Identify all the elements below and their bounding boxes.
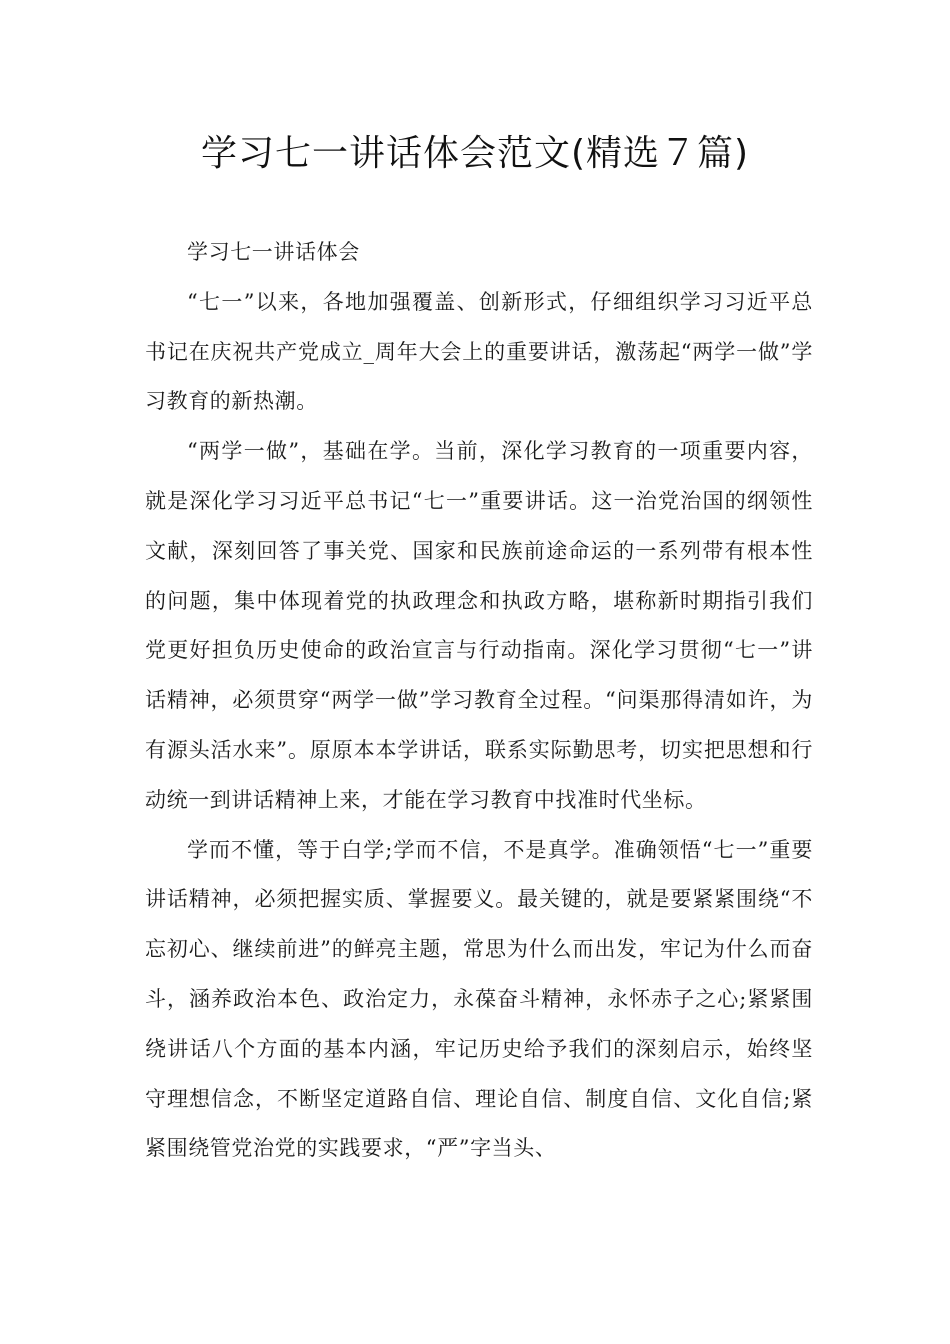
- paragraph: “两学一做”，基础在学。当前，深化学习教育的一项重要内容，就是深化学习习近平总书记“七一”重要讲话。这一治党治国的纲领性文献，深刻回答了事关党、国家和民族前途命运的一系列带有根本性的问题，集中体现着党的执政理念和执政方略，堪称新时期指引我们党更好担负历史使命的政治宣言与行动指南。深化学习贯彻“七一”讲话精神，必须贯穿“两学一做”学习教育全过程。“问渠那得清如许，为有源头活水来”。原原本本学讲话，联系实际勤思考，切实把思想和行动统一到讲话精神上来，才能在学习教育中找准时代坐标。: [145, 439, 813, 812]
- document-body: [145, 228, 813, 1174]
- document-subtitle: 学习七一讲话体会: [187, 240, 360, 264]
- document-title: 学习七一讲话体会范文(精选７篇): [200, 133, 750, 174]
- paragraph: “七一”以来，各地加强覆盖、创新形式，仔细组织学习习近平总书记在庆祝共产党成立_周年大会上的重要讲话，激荡起“两学一做”学习教育的新热潮。: [145, 289, 813, 414]
- paragraph: 学而不懂，等于白学;学而不信，不是真学。准确领悟“七一”重要讲话精神，必须把握实质、掌握要义。最关键的，就是要紧紧围绕“不忘初心、继续前进”的鲜亮主题，常思为什么而出发，牢记为什么而奋斗，涵养政治本色、政治定力，永葆奋斗精神，永怀赤子之心;紧紧围绕讲话八个方面的基本内涵，牢记历史给予我们的深刻启示，始终坚守理想信念，不断坚定道路自信、理论自信、制度自信、文化自信;紧紧围绕管党治党的实践要求，“严”字当头、: [145, 837, 813, 1161]
